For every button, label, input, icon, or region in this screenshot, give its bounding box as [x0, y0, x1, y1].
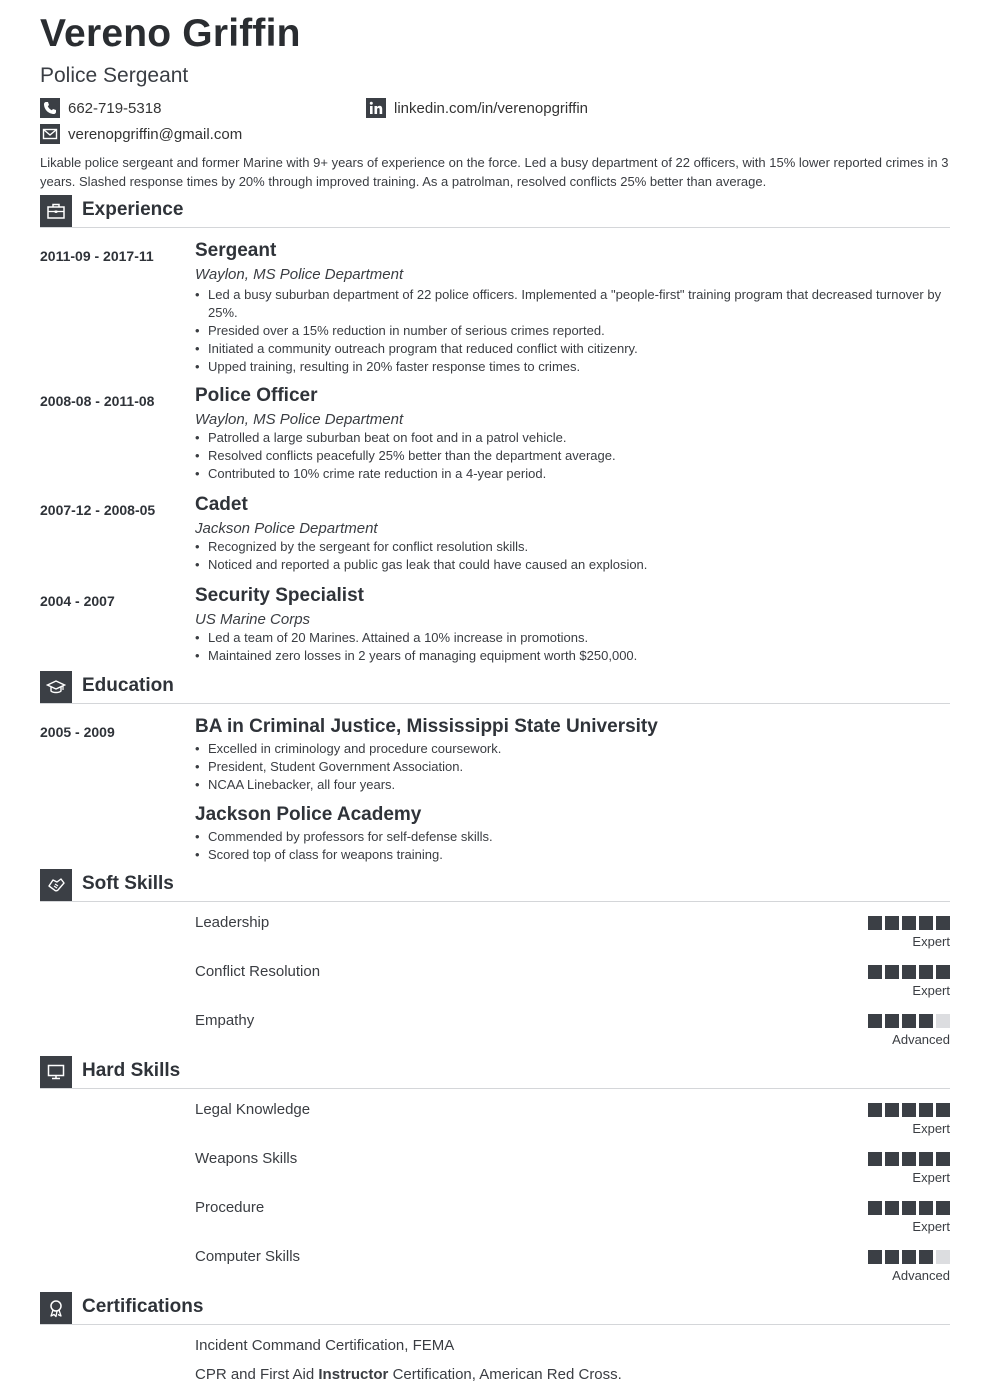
rating-square-filled	[936, 1103, 950, 1117]
entry-organization: US Marine Corps	[195, 611, 311, 628]
rating-square-filled	[868, 1103, 882, 1117]
hard-skills-section-header	[40, 1056, 950, 1089]
skill-name: Empathy	[195, 1012, 255, 1029]
skill-name: Leadership	[195, 914, 270, 931]
linkedin-icon	[366, 98, 386, 118]
skill-level: Expert	[912, 934, 950, 949]
rating-square-empty	[936, 1014, 950, 1028]
entry-bullets	[195, 740, 955, 794]
rating-square-filled	[936, 965, 950, 979]
linkedin-url[interactable]: linkedin.com/in/verenopgriffin	[394, 99, 588, 117]
email-contact	[40, 124, 242, 144]
skill-name: Computer Skills	[195, 1248, 301, 1265]
cert-text-bold: Instructor	[318, 1366, 389, 1383]
email-address[interactable]: verenopgriffin@gmail.com	[68, 125, 243, 143]
entry-dates: 2011-09 - 2017-11	[40, 248, 154, 264]
bullet-item: • NCAA Linebacker, all four years.	[195, 776, 955, 794]
entry-degree: Jackson Police Academy	[195, 804, 422, 825]
cert-text: CPR and First Aid	[195, 1366, 319, 1383]
entry-degree: BA in Criminal Justice, Mississippi State University	[195, 716, 658, 737]
cert-text: Certification, American Red Cross.	[388, 1366, 622, 1383]
rating-square-filled	[902, 916, 916, 930]
soft-skills-section-header	[40, 869, 950, 902]
bullet-item: • Patrolled a large suburban beat on foot and in a patrol vehicle.	[195, 429, 955, 447]
certifications-title: Certifications	[82, 1296, 204, 1317]
skill-level: Expert	[912, 1121, 950, 1136]
rating-square-filled	[902, 1250, 916, 1264]
skill-level: Advanced	[892, 1032, 950, 1047]
rating-square-filled	[885, 1014, 899, 1028]
entry-organization: Jackson Police Department	[195, 520, 378, 537]
rating-square-filled	[885, 1152, 899, 1166]
skill-row	[40, 1199, 950, 1243]
rating-square-filled	[919, 1250, 933, 1264]
monitor-icon	[40, 1056, 72, 1088]
award-icon	[40, 1292, 72, 1324]
experience-title: Experience	[82, 199, 184, 220]
rating-square-filled	[902, 1152, 916, 1166]
bullet-item: • Initiated a community outreach program that reduced conflict with citizenry.	[195, 340, 955, 358]
rating-square-filled	[936, 1152, 950, 1166]
skill-rating	[868, 1201, 950, 1215]
entry-organization: Waylon, MS Police Department	[195, 411, 404, 428]
rating-square-filled	[868, 1014, 882, 1028]
skill-rating	[868, 1250, 950, 1264]
bullet-item: • Led a busy suburban department of 22 police officers. Implemented a "people-first" training program that decreased turnover by 25%.	[195, 286, 955, 322]
rating-square-filled	[885, 916, 899, 930]
rating-square-filled	[885, 1103, 899, 1117]
rating-square-filled	[868, 1250, 882, 1264]
certification-item: Incident Command Certification, FEMA	[195, 1337, 455, 1354]
rating-square-filled	[902, 965, 916, 979]
skill-level: Expert	[912, 983, 950, 998]
rating-square-filled	[868, 1152, 882, 1166]
entry-bullets	[195, 828, 955, 864]
skill-rating	[868, 1103, 950, 1117]
skill-name: Weapons Skills	[195, 1150, 298, 1167]
bullet-item: • Upped training, resulting in 20% faster response times to crimes.	[195, 358, 955, 376]
entry-role: Cadet	[195, 494, 248, 515]
bullet-item: • Recognized by the sergeant for conflict resolution skills.	[195, 538, 955, 556]
rating-square-filled	[902, 1201, 916, 1215]
bullet-item: • Scored top of class for weapons training.	[195, 846, 955, 864]
envelope-icon	[40, 124, 60, 144]
soft-skills-title: Soft Skills	[82, 873, 174, 894]
rating-square-filled	[919, 1014, 933, 1028]
skill-rating	[868, 1152, 950, 1166]
rating-square-filled	[902, 1014, 916, 1028]
entry-bullets	[195, 538, 955, 574]
entry-bullets	[195, 286, 955, 376]
job-title: Police Sergeant	[40, 64, 189, 87]
bullet-item: • President, Student Government Association.	[195, 758, 955, 776]
bullet-item: • Contributed to 10% crime rate reduction in a 4-year period.	[195, 465, 955, 483]
rating-square-filled	[936, 916, 950, 930]
entry-dates: 2007-12 - 2008-05	[40, 502, 156, 518]
entry-role: Security Specialist	[195, 585, 364, 606]
bullet-item: • Resolved conflicts peacefully 25% better than the department average.	[195, 447, 955, 465]
skill-row	[40, 1101, 950, 1145]
certification-item	[195, 1366, 622, 1383]
hard-skills-title: Hard Skills	[82, 1060, 181, 1081]
education-section-header	[40, 671, 950, 704]
skill-row	[40, 1012, 950, 1056]
profile-summary: Likable police sergeant and former Marine with 9+ years of experience on the force. Led a busy department of 22 officers, with 15% lower reported crimes in 3 years. Slashed response times by 20% through improved training. As a patrolman, resolved conflicts 25% better than average.	[40, 155, 949, 189]
rating-square-filled	[919, 916, 933, 930]
entry-role: Sergeant	[195, 240, 277, 261]
rating-square-filled	[919, 965, 933, 979]
bullet-item: • Noticed and reported a public gas leak that could have caused an explosion.	[195, 556, 955, 574]
skill-row	[40, 1150, 950, 1194]
graduation-cap-icon	[40, 671, 72, 703]
bullet-item: • Excelled in criminology and procedure coursework.	[195, 740, 955, 758]
bullet-item: • Maintained zero losses in 2 years of managing equipment worth $250,000.	[195, 647, 955, 665]
rating-square-filled	[885, 1250, 899, 1264]
certifications-section-header	[40, 1292, 950, 1325]
rating-square-filled	[868, 1201, 882, 1215]
skill-name: Conflict Resolution	[195, 963, 321, 980]
education-title: Education	[82, 675, 174, 696]
skill-row	[40, 963, 950, 1007]
skill-level: Expert	[912, 1170, 950, 1185]
skill-name: Procedure	[195, 1199, 265, 1216]
entry-dates: 2008-08 - 2011-08	[40, 393, 155, 409]
entry-dates: 2004 - 2007	[40, 593, 115, 609]
rating-square-filled	[919, 1201, 933, 1215]
rating-square-filled	[919, 1152, 933, 1166]
bullet-item: • Presided over a 15% reduction in number of serious crimes reported.	[195, 322, 955, 340]
rating-square-filled	[936, 1201, 950, 1215]
candidate-name: Vereno Griffin	[40, 12, 301, 55]
skill-name: Legal Knowledge	[195, 1101, 311, 1118]
skill-row	[40, 1248, 950, 1292]
phone-number: 662-719-5318	[68, 99, 162, 117]
bullet-item: • Commended by professors for self-defense skills.	[195, 828, 955, 846]
bullet-item: • Led a team of 20 Marines. Attained a 10% increase in promotions.	[195, 629, 955, 647]
skill-level: Advanced	[892, 1268, 950, 1283]
entry-dates: 2005 - 2009	[40, 724, 115, 740]
entry-role: Police Officer	[195, 385, 318, 406]
rating-square-filled	[868, 916, 882, 930]
phone-icon	[40, 98, 60, 118]
skill-rating	[868, 1014, 950, 1028]
skill-rating	[868, 965, 950, 979]
rating-square-filled	[885, 965, 899, 979]
rating-square-filled	[885, 1201, 899, 1215]
skill-row	[40, 914, 950, 958]
skill-rating	[868, 916, 950, 930]
rating-square-empty	[936, 1250, 950, 1264]
briefcase-icon	[40, 195, 72, 227]
rating-square-filled	[868, 965, 882, 979]
phone-contact	[40, 98, 161, 118]
rating-square-filled	[919, 1103, 933, 1117]
skill-level: Expert	[912, 1219, 950, 1234]
entry-organization: Waylon, MS Police Department	[195, 266, 404, 283]
experience-section-header	[40, 195, 950, 228]
handshake-icon	[40, 869, 72, 901]
rating-square-filled	[902, 1103, 916, 1117]
linkedin-contact	[366, 98, 588, 118]
entry-bullets	[195, 429, 955, 483]
entry-bullets	[195, 629, 955, 665]
